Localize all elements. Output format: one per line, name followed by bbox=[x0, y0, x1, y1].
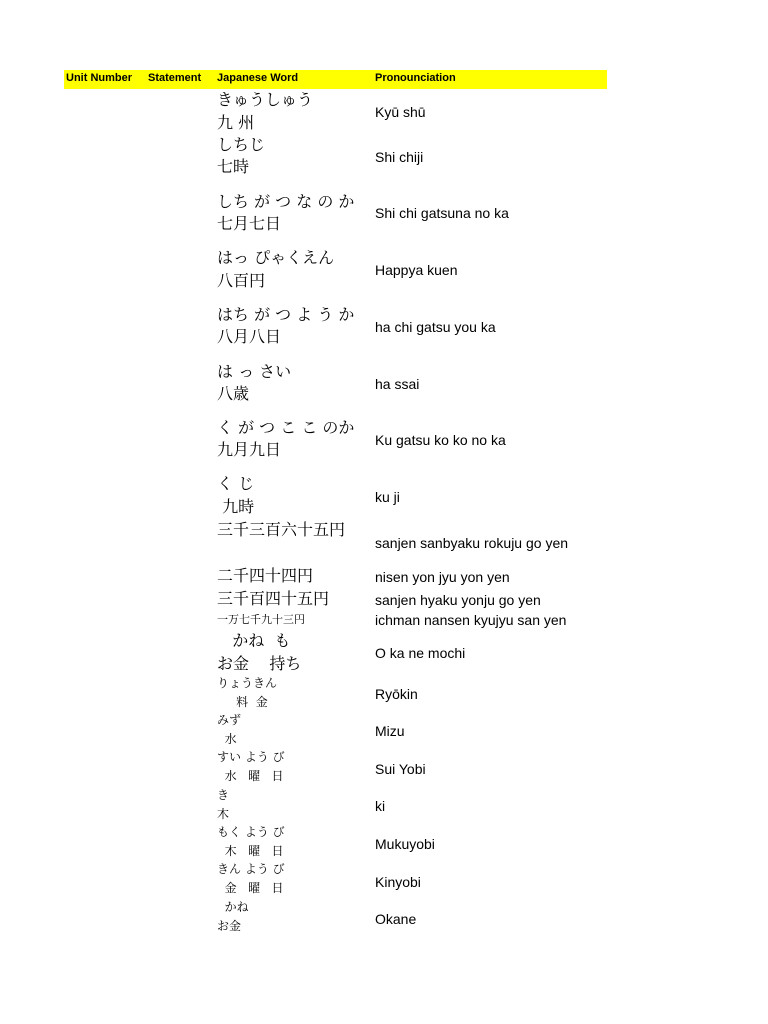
japanese-kanji: 水 曜 日 bbox=[217, 769, 284, 783]
japanese-kanji: 水 bbox=[217, 732, 237, 746]
pronunciation-text: ki bbox=[375, 798, 386, 814]
header-pronunciation: Pronounciation bbox=[375, 72, 456, 84]
japanese-kanji: お金 bbox=[217, 919, 242, 933]
japanese-kanji: 金 曜 日 bbox=[217, 881, 284, 895]
japanese-kana: き bbox=[217, 788, 230, 802]
japanese-kana: しち が つ な の か bbox=[217, 192, 355, 211]
japanese-kanji: 七月七日 bbox=[217, 214, 282, 233]
japanese-kana: はっ ぴゃくえん bbox=[217, 248, 335, 267]
pronunciation-text: Okane bbox=[375, 911, 417, 927]
pronunciation-text: sanjen hyaku yonju go yen bbox=[375, 592, 541, 608]
pronunciation-text: O ka ne mochi bbox=[375, 645, 466, 661]
pronunciation-text: ha ssai bbox=[375, 376, 420, 392]
japanese-kanji: 九 州 bbox=[217, 113, 255, 132]
pronunciation-text: Sui Yobi bbox=[375, 761, 426, 777]
pronunciation-text: Ku gatsu ko ko no ka bbox=[375, 432, 506, 448]
header-statement: Statement bbox=[148, 72, 202, 84]
pronunciation-text: ichman nansen kyujyu san yen bbox=[375, 612, 567, 628]
japanese-kana: はち が つ よ う か bbox=[217, 305, 355, 324]
pronunciation-text: Shi chi gatsuna no ka bbox=[375, 205, 509, 221]
japanese-kana: りょうきん bbox=[217, 676, 278, 690]
pronunciation-text: Kinyobi bbox=[375, 874, 421, 890]
japanese-kana: すい よう び bbox=[217, 750, 285, 764]
japanese-kana: く じ bbox=[217, 474, 255, 493]
japanese-kanji: 八歳 bbox=[217, 384, 250, 403]
japanese-kanji: 九時 bbox=[217, 497, 255, 516]
japanese-kana: きん よう び bbox=[217, 862, 285, 876]
japanese-kanji: 三千百四十五円 bbox=[217, 589, 330, 608]
japanese-kana: もく よう び bbox=[217, 825, 285, 839]
pronunciation-text: Ryōkin bbox=[375, 686, 418, 702]
pronunciation-text: nisen yon jyu yon yen bbox=[375, 569, 510, 585]
japanese-kanji: 料 金 bbox=[217, 695, 268, 709]
header-japanese-word: Japanese Word bbox=[217, 72, 299, 84]
pronunciation-text: ku ji bbox=[375, 489, 400, 505]
pronunciation-text: sanjen sanbyaku rokuju go yen bbox=[375, 535, 569, 551]
japanese-kana: みず bbox=[217, 713, 242, 727]
japanese-kanji: 木 曜 日 bbox=[217, 844, 284, 858]
pronunciation-text: Shi chiji bbox=[375, 149, 424, 165]
japanese-kanji: 一万七千九十三円 bbox=[217, 613, 305, 626]
pronunciation-text: Happya kuen bbox=[375, 262, 458, 278]
pronunciation-text: Kyū shū bbox=[375, 104, 426, 120]
table-header bbox=[64, 70, 607, 89]
japanese-kanji: 七時 bbox=[217, 157, 250, 176]
pronunciation-text: ha chi gatsu you ka bbox=[375, 319, 496, 335]
japanese-kanji: 木 bbox=[217, 807, 230, 821]
japanese-kana: く が つ こ こ のか bbox=[217, 418, 355, 437]
japanese-kanji: 八月八日 bbox=[217, 327, 282, 346]
pronunciation-text: Mizu bbox=[375, 723, 405, 739]
japanese-kana: は っ さい bbox=[217, 362, 292, 381]
japanese-kanji: お金 持ち bbox=[217, 654, 302, 673]
japanese-kana: しちじ bbox=[217, 135, 266, 154]
japanese-kanji: 二千四十四円 bbox=[217, 566, 314, 585]
japanese-kanji: 八百円 bbox=[217, 271, 266, 290]
pronunciation-text: Mukuyobi bbox=[375, 836, 435, 852]
japanese-kanji: 九月九日 bbox=[217, 440, 282, 459]
japanese-kanji: 三千三百六十五円 bbox=[217, 520, 346, 539]
header-unit-number: Unit Number bbox=[66, 72, 132, 84]
japanese-kana: かね も bbox=[217, 631, 291, 650]
japanese-kana: かね bbox=[217, 900, 249, 914]
japanese-kana: きゅうしゅう bbox=[217, 90, 314, 109]
